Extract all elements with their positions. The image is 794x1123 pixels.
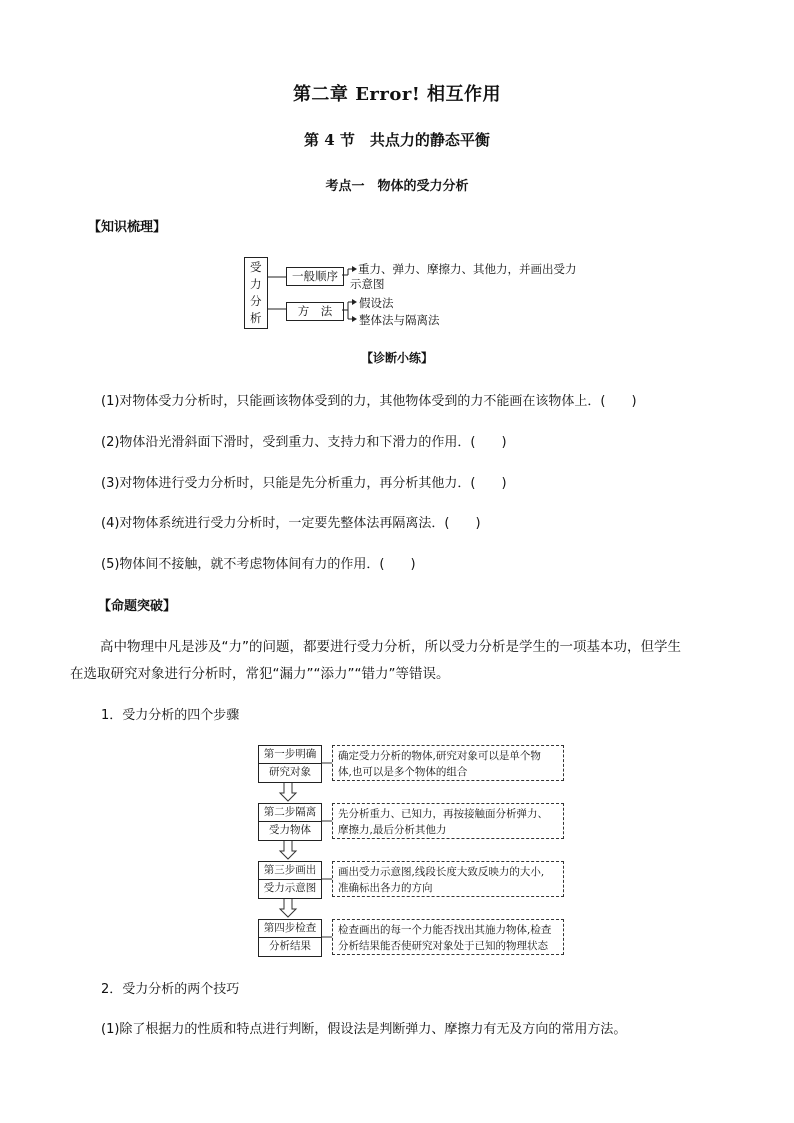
step-desc-line2: 体,也可以是多个物体的组合	[338, 766, 468, 778]
question-item: (5)物体间不接触，就不考虑物体间有力的作用．( )	[101, 557, 416, 572]
step-desc-line2: 分析结果能否使研究对象处于已知的物理状态	[338, 940, 548, 952]
item2-heading: 2．受力分析的两个技巧	[101, 982, 240, 997]
branch2-item1: 假设法	[359, 296, 394, 310]
question-item: (4)对物体系统进行受力分析时，一定要先整体法再隔离法．( )	[101, 516, 481, 531]
step-label-line2: 研究对象	[259, 763, 321, 781]
steps-flowchart	[258, 743, 568, 955]
kaodian-title: 考点一 物体的受力分析	[325, 179, 469, 194]
tree-root-char: 受	[250, 260, 262, 274]
zhishi-heading: 【知识梳理】	[88, 220, 167, 235]
step-desc-box	[332, 803, 564, 839]
question-item: (1)对物体受力分析时，只能画该物体受到的力，其他物体受到的力不能画在该物体上．( )	[101, 394, 637, 409]
chapter-title: 第二章 Error! 相互作用	[292, 84, 502, 105]
step-desc-box	[332, 861, 564, 897]
step-desc-line1: 画出受力示意图,线段长度大致反映力的大小,	[338, 866, 545, 878]
knowledge-tree	[244, 255, 604, 330]
step-desc-line2: 摩擦力,最后分析其他力	[338, 824, 447, 836]
branch1-label: 一般顺序	[286, 267, 344, 286]
question-item: (2)物体沿光滑斜面下滑时，受到重力、支持力和下滑力的作用．( )	[101, 435, 507, 450]
step-label-line2: 分析结果	[259, 937, 321, 955]
step-label-line1: 第二步隔离	[263, 806, 317, 818]
step-label-box	[258, 919, 322, 957]
question-item: (3)对物体进行受力分析时，只能是先分析重力，再分析其他力．( )	[101, 476, 507, 491]
step-desc-line1: 检查画出的每一个力能否找出其施力物体,检查	[338, 924, 552, 936]
item1-heading: 1．受力分析的四个步骤	[101, 708, 240, 723]
tree-root-char: 力	[250, 277, 262, 291]
step-label-box	[258, 803, 322, 841]
step-label-line2: 受力示意图	[259, 879, 321, 897]
step-label-line1: 第三步画出	[263, 864, 317, 876]
step-desc-line1: 先分析重力、已知力，再按接触面分析弹力、	[338, 808, 548, 820]
intro-line1: 高中物理中凡是涉及“力”的问题，都要进行受力分析，所以受力分析是学生的一项基本功，但学生	[100, 639, 681, 655]
step-desc-line1: 确定受力分析的物体,研究对象可以是单个物	[338, 750, 541, 762]
branch2-item2: 整体法与隔离法	[359, 313, 440, 327]
tree-root-char: 析	[250, 311, 262, 325]
step-desc-box	[332, 919, 564, 955]
branch1-text-line2: 示意图	[350, 277, 385, 291]
step-label-box	[258, 745, 322, 783]
tree-root-char: 分	[250, 294, 262, 308]
section-title: 第 4 节 共点力的静态平衡	[304, 131, 490, 149]
step-label-line2: 受力物体	[259, 821, 321, 839]
step-desc-box	[332, 745, 564, 781]
step-label-line1: 第一步明确	[263, 748, 317, 760]
mingti-heading: 【命题突破】	[98, 599, 177, 614]
branch1-text-line1: 重力、弹力、摩擦力、其他力，并画出受力	[358, 262, 577, 276]
zhenduan-heading: 【诊断小练】	[360, 351, 433, 365]
step-label-line1: 第四步检查	[263, 922, 317, 934]
branch2-label: 方 法	[286, 302, 344, 321]
intro-line2: 在选取研究对象进行分析时，常犯“漏力”“添力”“错力”等错误。	[70, 666, 450, 682]
item2-line1: (1)除了根据力的性质和特点进行判断，假设法是判断弹力、摩擦力有无及方向的常用方法。	[101, 1022, 627, 1037]
step-desc-line2: 准确标出各力的方向	[338, 882, 433, 894]
step-label-box	[258, 861, 322, 899]
